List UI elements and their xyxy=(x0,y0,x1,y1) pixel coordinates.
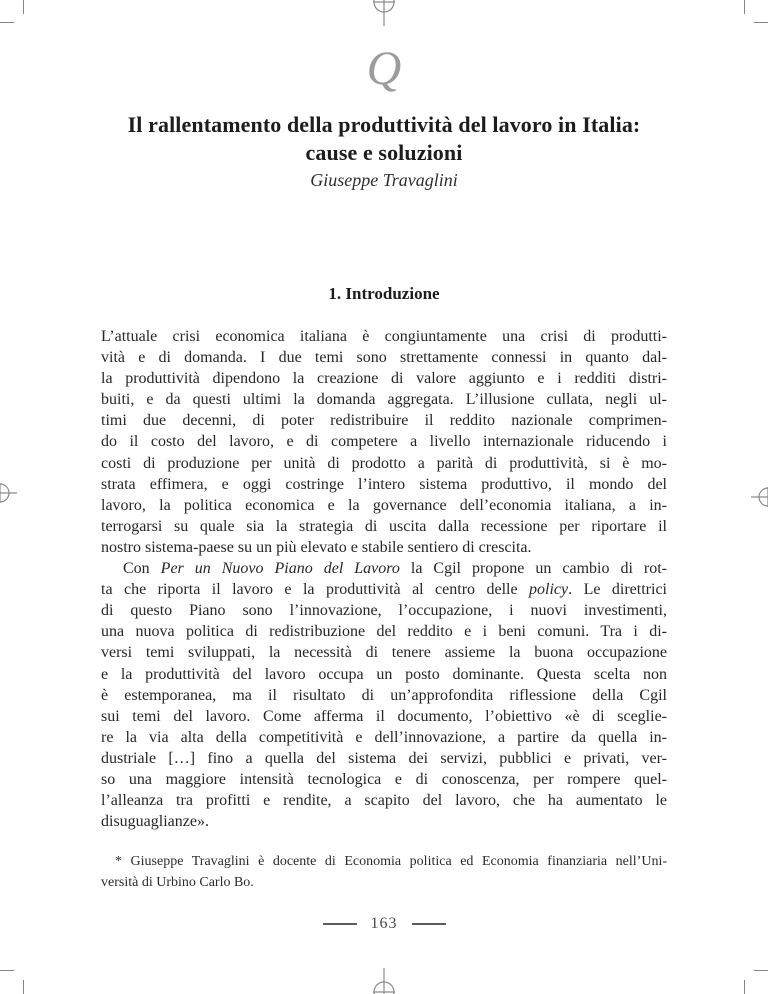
body-line: disuguaglianze». xyxy=(101,813,209,831)
body-line: buiti, e da questi ultimi la domanda aggregata. L’illusione cullata, negli ul- xyxy=(101,391,667,409)
footnote-line: versità di Urbino Carlo Bo. xyxy=(101,875,254,890)
article-title-line1: Il rallentamento della produttività del lavoro in Italia: xyxy=(127,112,641,137)
body-line: dustriale […] fino a quella del sistema dei servizi, pubblici e privati, ver- xyxy=(101,749,667,767)
body-line: costi di produzione per unità di prodotto a parità di produttività, si è mo- xyxy=(101,454,667,472)
body-line: re la via alta della competitività e dell’innovazione, a partire da quella in- xyxy=(101,728,667,746)
page-number-right-rule xyxy=(412,923,446,925)
body-line: sui temi del lavoro. Come afferma il documento, l’obiettivo «è di sceglie- xyxy=(101,707,667,725)
body-text xyxy=(101,326,667,832)
body-line: so una maggiore intensità tecnologica e di conoscenza, per rompere quel- xyxy=(101,770,667,788)
crop-mark-bottom-left-horizontal xyxy=(0,970,14,971)
body-line: versi temi sviluppati, la necessità di tenere assieme la buona occupazione xyxy=(101,644,667,662)
body-line: e la produttività del lavoro occupa un posto dominante. Questa scelta non xyxy=(101,665,667,683)
registration-mark-top-center-circle xyxy=(374,0,394,12)
registration-mark-bottom-center-circle xyxy=(374,982,394,994)
body-line: nostro sistema-paese su un più elevato e stabile sentiero di crescita. xyxy=(101,538,532,556)
article-title-line2: cause e soluzioni xyxy=(305,140,463,165)
body-line: è estemporanea, ma il risultato di un’approfondita riflessione della Cgil xyxy=(101,686,667,704)
body-line: l’alleanza tra profitti e rendite, a scapito del lavoro, che ha aumentato le xyxy=(101,792,667,810)
crop-mark-bottom-left-vertical xyxy=(23,980,24,994)
body-line: la produttività dipendono la creazione di valore aggiunto e i redditi distri- xyxy=(101,370,667,388)
crop-mark-bottom-right-horizontal xyxy=(754,970,768,971)
crop-mark-bottom-right-vertical xyxy=(744,980,745,994)
crop-mark-top-right-horizontal xyxy=(754,22,768,23)
page-number-left-rule xyxy=(323,923,357,925)
body-line: ta che riporta il lavoro e la produttività al centro delle policy. Le direttrici xyxy=(101,581,667,599)
body-line: strata effimera, e oggi costringe l’intero sistema produttivo, il mondo del xyxy=(101,475,667,493)
page-number-row xyxy=(0,915,768,933)
crop-mark-top-left-horizontal xyxy=(0,22,14,23)
body-line: L’attuale crisi economica italiana è congiuntamente una crisi di produtti- xyxy=(101,328,667,345)
author-name: Giuseppe Travaglini xyxy=(310,170,458,190)
registration-mark-right-middle-circle xyxy=(759,488,768,506)
body-line: vità e di domanda. I due temi sono strettamente connessi in quanto dal- xyxy=(101,349,667,367)
footnote-line: * Giuseppe Travaglini è docente di Economia politica ed Economia finanziaria nell’Uni- xyxy=(115,854,667,869)
article-title xyxy=(84,111,684,167)
registration-mark-left-middle-circle xyxy=(0,484,9,502)
body-line: una nuova politica di redistribuzione del reddito e i beni comuni. Tra i di- xyxy=(101,623,667,641)
body-line: terrogarsi su quale sia la strategia di uscita dalla recessione per riportare il xyxy=(101,517,667,535)
crop-mark-top-right-vertical xyxy=(744,0,745,14)
body-line: lavoro, la politica economica e la governance dell’economia italiana, a in- xyxy=(101,496,667,514)
body-line: timi due decenni, di poter redistribuire il reddito nazionale comprimen- xyxy=(101,412,667,430)
section-heading: 1. Introduzione xyxy=(328,284,440,303)
crop-mark-top-left-vertical xyxy=(23,0,24,14)
footnote xyxy=(101,851,667,893)
body-line: do il costo del lavoro, e di competere a livello internazionale riducendo i xyxy=(101,433,667,451)
body-line: Con Per un Nuovo Piano del Lavoro la Cgil propone un cambio di rot- xyxy=(123,560,667,578)
page-number: 163 xyxy=(370,915,398,932)
publisher-q-ornament: Q xyxy=(366,42,402,95)
body-line: di questo Piano sono l’innovazione, l’occupazione, i nuovi investimenti, xyxy=(101,602,667,620)
